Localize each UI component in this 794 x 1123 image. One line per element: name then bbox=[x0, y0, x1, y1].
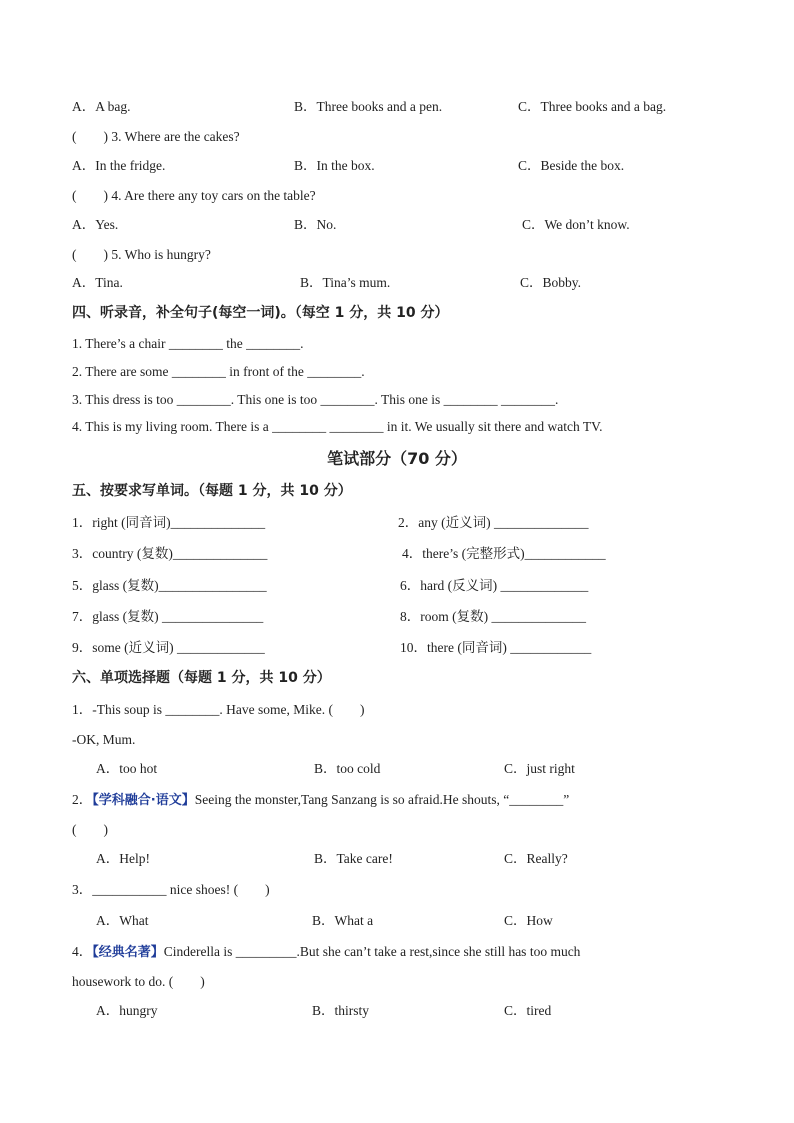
option-c: C．How bbox=[504, 913, 553, 928]
question-number: 4． bbox=[72, 944, 93, 959]
q4-options bbox=[72, 216, 734, 234]
word-item: 2．any (近义词) ______________ bbox=[398, 515, 589, 530]
section4-item: 1. There’s a chair ________ the ________. bbox=[72, 336, 304, 351]
section5-row bbox=[72, 545, 734, 563]
option-b: B．Three books and a pen. bbox=[294, 99, 443, 114]
option-b: B．In the box. bbox=[294, 158, 375, 173]
word-item: 8．room (复数) ______________ bbox=[400, 609, 586, 624]
option-a: A．too hot bbox=[96, 761, 158, 776]
section6-title: 六、单项选择题（每题 1 分，共 10 分） bbox=[72, 670, 331, 686]
section5-row bbox=[72, 514, 734, 532]
s6-q4-stem-cont: housework to do. ( ) bbox=[72, 974, 205, 989]
s6-q4-stem bbox=[72, 943, 580, 962]
s6-q2-stem bbox=[72, 791, 569, 810]
option-a: A．A bag. bbox=[72, 99, 131, 114]
q3-stem: ( ) 3. Where are the cakes? bbox=[72, 129, 240, 144]
word-item: 3．country (复数)______________ bbox=[72, 546, 268, 561]
option-a: A．hungry bbox=[96, 1003, 158, 1018]
subject-tag: 【经典名著】 bbox=[92, 945, 164, 960]
option-c: C．Three books and a bag. bbox=[518, 99, 667, 114]
subject-tag: 【学科融合·语文】 bbox=[92, 793, 195, 808]
q5-stem: ( ) 5. Who is hungry? bbox=[72, 247, 211, 262]
q4-stem: ( ) 4. Are there any toy cars on the table? bbox=[72, 188, 316, 203]
question-text: Cinderella is _________.But she can’t take a rest,since she still has too much bbox=[163, 944, 581, 959]
option-a: A．Help! bbox=[96, 851, 150, 866]
question-text: Seeing the monster,Tang Sanzang is so afraid.He shouts, “________” bbox=[194, 792, 570, 807]
option-b: B．No. bbox=[294, 217, 337, 232]
section4-item: 2. There are some ________ in front of the ________. bbox=[72, 364, 365, 379]
option-b: B．Take care! bbox=[314, 851, 393, 866]
word-item: 5．glass (复数)________________ bbox=[72, 578, 267, 593]
q2-options bbox=[72, 98, 734, 116]
section5-title: 五、按要求写单词。（每题 1 分，共 10 分） bbox=[72, 483, 352, 499]
word-item: 9．some (近义词) _____________ bbox=[72, 640, 265, 655]
section4-item: 4. This is my living room. There is a ________ ________ in it. We usually sit there and watch TV. bbox=[72, 419, 603, 434]
word-item: 1．right (同音词)______________ bbox=[72, 515, 266, 530]
option-c: C．Really? bbox=[504, 851, 568, 866]
word-item: 10．there (同音词) ____________ bbox=[400, 640, 592, 655]
option-a: A．What bbox=[96, 913, 149, 928]
s6-q3-stem: 3．___________ nice shoes! ( ) bbox=[72, 882, 270, 897]
s6-q4-options bbox=[96, 1002, 734, 1020]
word-item: 4．there’s (完整形式)____________ bbox=[402, 546, 606, 561]
option-a: A．In the fridge. bbox=[72, 158, 166, 173]
written-part-title: 笔试部分（70 分） bbox=[327, 449, 467, 468]
s6-q3-options bbox=[96, 912, 734, 930]
section4-item: 3. This dress is too ________. This one is too ________. This one is ________ ________. bbox=[72, 392, 559, 407]
section5-row bbox=[72, 608, 734, 626]
option-a: A．Yes. bbox=[72, 217, 119, 232]
option-c: C．Beside the box. bbox=[518, 158, 625, 173]
option-b: B．too cold bbox=[314, 761, 381, 776]
option-b: B．What a bbox=[312, 913, 374, 928]
s6-q1-options bbox=[96, 760, 734, 778]
section4-title: 四、听录音，补全句子(每空一词)。（每空 1 分，共 10 分） bbox=[72, 305, 449, 321]
option-c: C．tired bbox=[504, 1003, 552, 1018]
q3-options bbox=[72, 157, 734, 175]
section5-row bbox=[72, 577, 734, 595]
option-c: C．Bobby. bbox=[520, 275, 582, 290]
option-a: A．Tina. bbox=[72, 275, 123, 290]
word-item: 7．glass (复数) _______________ bbox=[72, 609, 264, 624]
section5-row bbox=[72, 639, 734, 657]
s6-q1-reply: -OK, Mum. bbox=[72, 732, 136, 747]
s6-q2-answer-paren: ( ) bbox=[72, 822, 108, 837]
word-item: 6．hard (反义词) _____________ bbox=[400, 578, 589, 593]
option-b: B．thirsty bbox=[312, 1003, 370, 1018]
option-c: C．We don’t know. bbox=[522, 217, 630, 232]
question-number: 2． bbox=[72, 792, 93, 807]
option-c: C．just right bbox=[504, 761, 575, 776]
q5-options bbox=[72, 274, 734, 292]
s6-q1-stem: 1．-This soup is ________. Have some, Mike. ( ) bbox=[72, 702, 365, 717]
s6-q2-options bbox=[96, 850, 734, 868]
option-b: B．Tina’s mum. bbox=[300, 275, 391, 290]
